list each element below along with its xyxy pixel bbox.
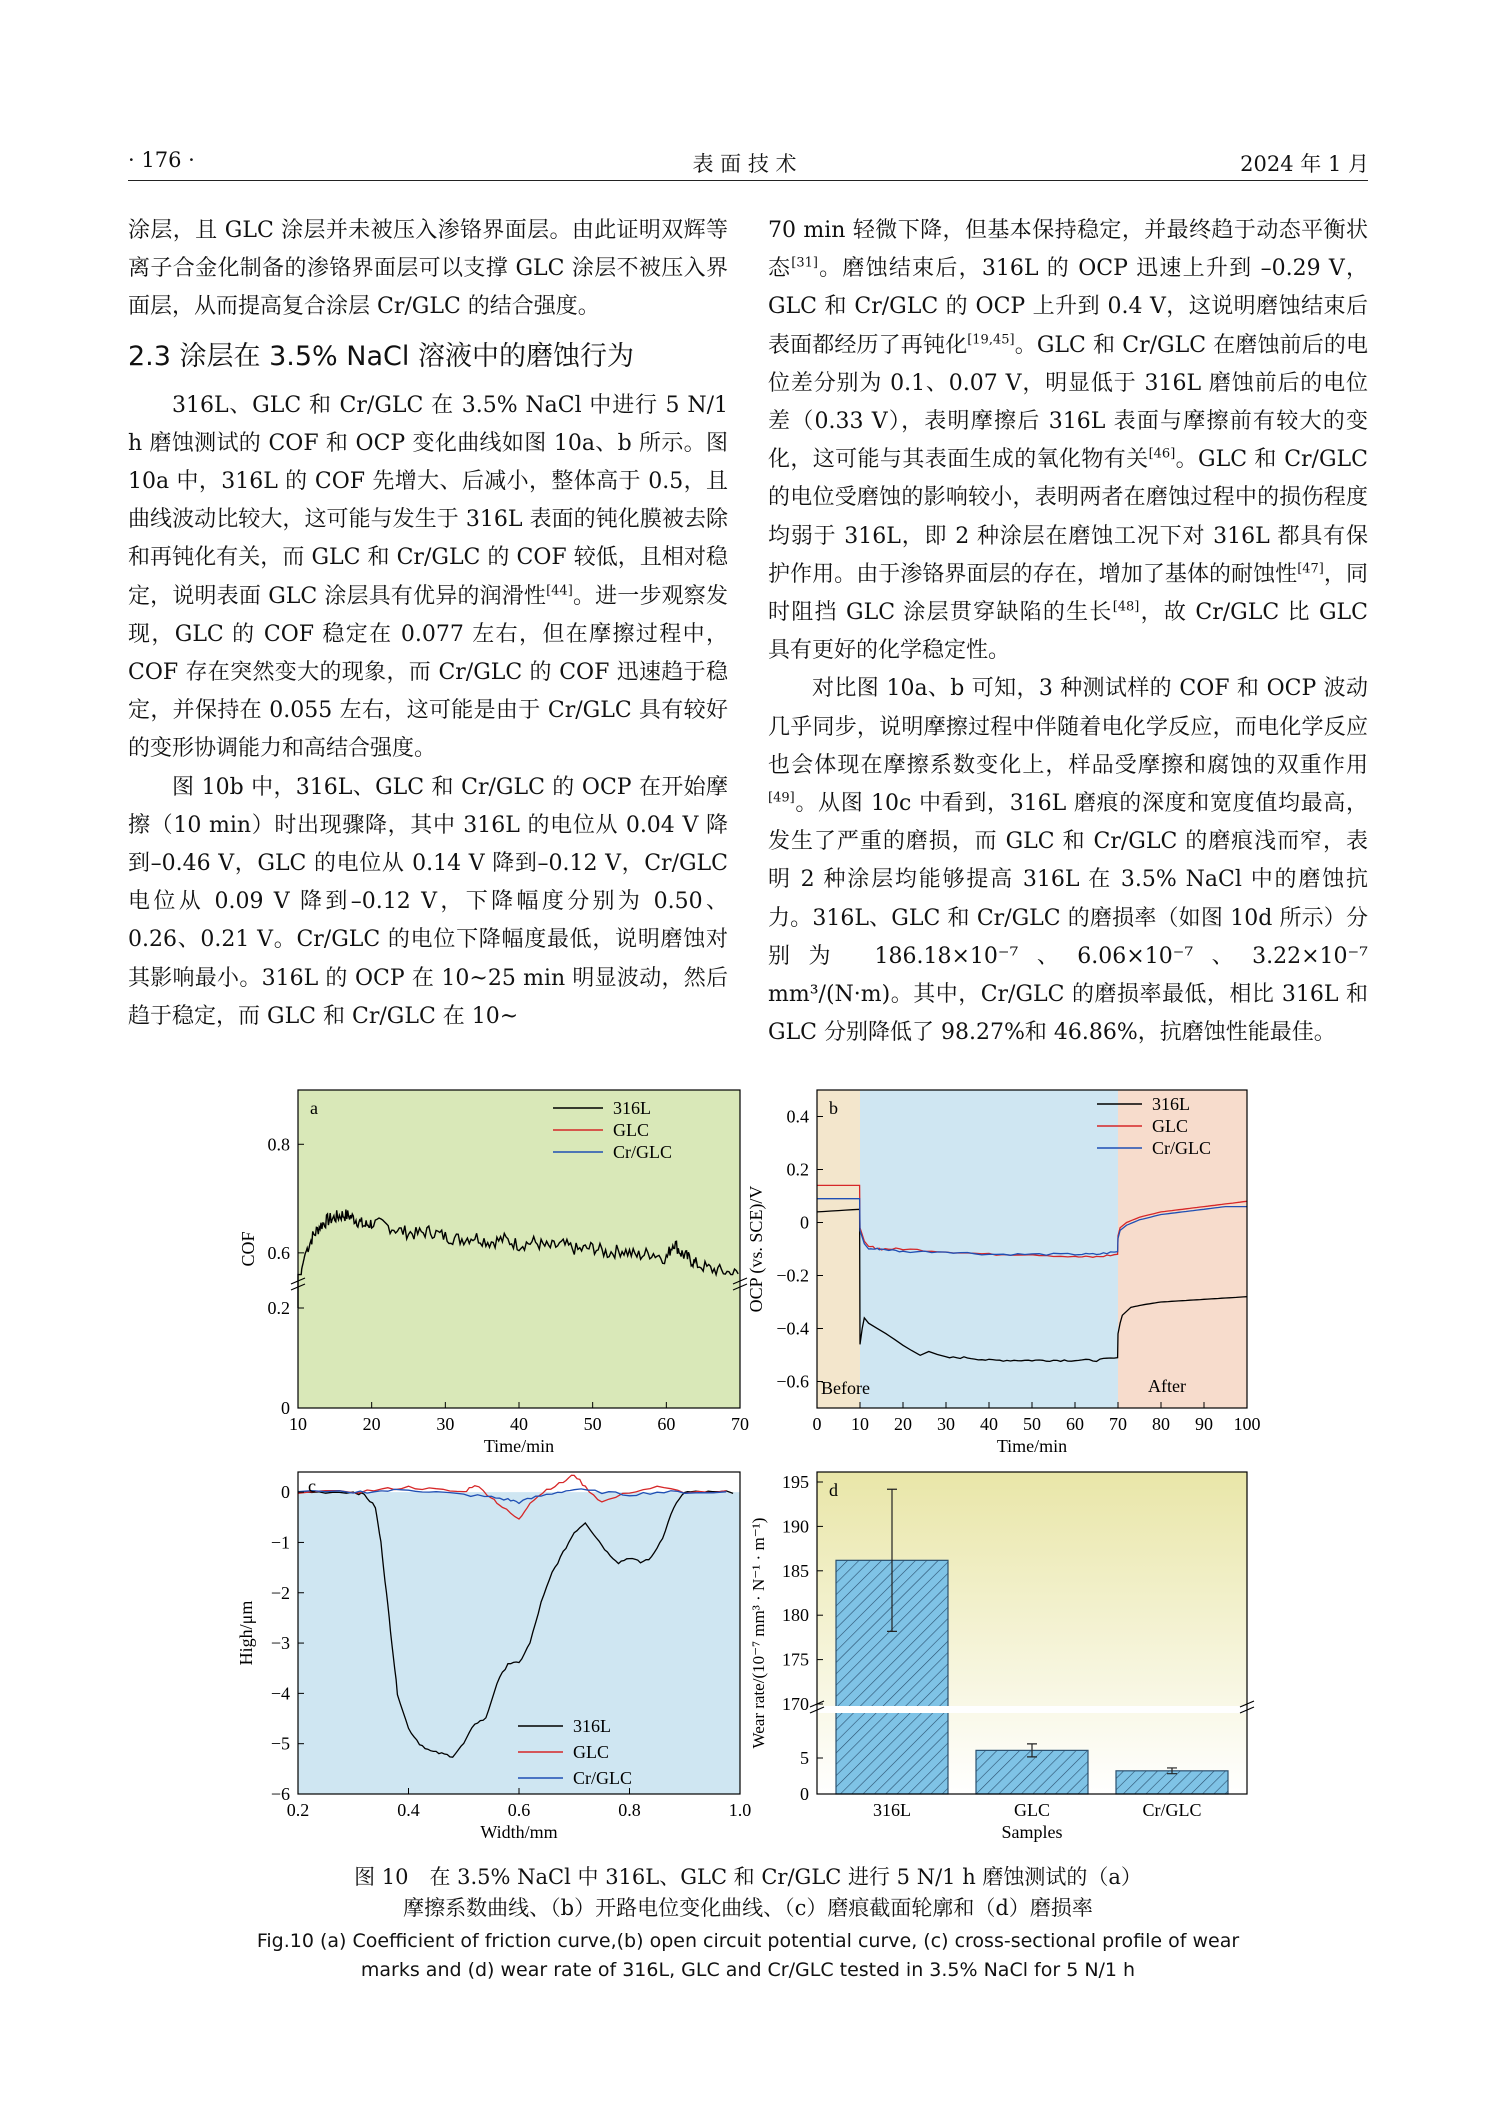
- right-column: [768, 212, 1368, 1052]
- legend-label: 316L: [573, 1716, 611, 1736]
- citation-ref: [31]: [791, 255, 818, 271]
- x-tick-label: 40: [980, 1414, 998, 1434]
- x-tick-label: 0.2: [286, 1800, 310, 1820]
- x-tick-label: 80: [1152, 1414, 1170, 1434]
- paragraph-text: 。GLC 和 Cr/GLC 在磨蚀前后的电位差分别为 0.1、0.07 V，明显低于 316L 磨蚀前后的电位差（0.33 V），表明摩擦后 316L 表面与摩擦前有较大的变化，这可能与其表面生成的氧化物有关: [768, 332, 1368, 473]
- paragraph-text: 图 10b 中，316L、GLC 和 Cr/GLC 的 OCP 在开始摩擦（10 min）时出现骤降，其中 316L 的电位从 0.04 V 降到–0.46 V，GLC 的电位从 0.14 V 降到–0.12 V，Cr/GLC 电位从 0.09 V 降到–0.12 V，下降幅度分别为 0.50、0.26、0.21 V。Cr/GLC 的电位下降幅度最低，说明磨蚀对其影响最小。316L 的 OCP 在 10~25 min 明显波动，然后趋于稳定，而 GLC 和 Cr/GLC 在 10~: [128, 774, 728, 1029]
- paragraph-text: 对比图 10a、b 可知，3 种测试样的 COF 和 OCP 波动几乎同步，说明摩擦过程中伴随着电化学反应，而电化学反应也会体现在摩擦系数变化上，样品受摩擦和腐蚀的双重作用: [768, 676, 1368, 778]
- y-tick-label: 5: [800, 1748, 809, 1768]
- x-tick-label: 20: [362, 1414, 381, 1434]
- annotation-before: Before: [821, 1378, 870, 1398]
- y-tick-label: −3: [270, 1633, 290, 1654]
- y-tick-label: −0.6: [776, 1371, 809, 1392]
- x-tick-label: 30: [937, 1414, 955, 1434]
- below-zero-fill: [298, 1492, 740, 1794]
- paragraph-text: 。从图 10c 中看到，316L 磨痕的深度和宽度值均最高，发生了严重的磨损，而 GLC 和 Cr/GLC 的磨痕浅而窄，表明 2 种涂层均能够提高 316L 在 3.5% NaCl 中的磨蚀抗力。316L、GLC 和 Cr/GLC 的磨损率（如图 10d 所示）分别为 186.18×10⁻⁷、6.06×10⁻⁷、3.22×10⁻⁷ mm³/(N·m)。其中，Cr/GLC 的磨损率最低，相比 316L 和 GLC 分别降低了 98.27%和 46.86%，抗磨蚀性能最佳。: [768, 791, 1368, 1046]
- paragraph-text: 。进一步观察发现，GLC 的 COF 稳定在 0.077 左右，但在摩擦过程中，COF 存在突然变大的现象，而 Cr/GLC 的 COF 迅速趋于稳定，并保持在 0.055 左右，这可能是由于 Cr/GLC 具有较好的变形协调能力和高结合强度。: [128, 583, 728, 762]
- x-tick-label: 40: [510, 1414, 528, 1434]
- region-before: [817, 1090, 860, 1408]
- x-tick-label: GLC: [1014, 1800, 1050, 1820]
- x-tick-label: 0.6: [507, 1800, 531, 1820]
- x-tick-label: 70: [1109, 1414, 1127, 1434]
- y-tick-label: 190: [782, 1516, 809, 1537]
- paragraph-text: ，同时阻挡 GLC 涂层贯穿缺陷的生长: [768, 561, 1368, 626]
- x-axis-label: Time/min: [996, 1436, 1068, 1456]
- y-tick-label: 0: [800, 1784, 809, 1804]
- x-tick-label: 0.4: [397, 1800, 420, 1820]
- legend-label: Cr/GLC: [613, 1142, 673, 1162]
- caption-en-1: Fig.10 (a) Coefficient of friction curve,(b) open circuit potential curve, (c) cross-sectional profile of wear: [256, 1930, 1240, 1952]
- legend-label: GLC: [1152, 1116, 1188, 1136]
- panel-letter: c: [308, 1476, 316, 1496]
- x-tick-label: 90: [1195, 1414, 1213, 1434]
- paragraph: [768, 212, 1368, 670]
- legend-label: Cr/GLC: [573, 1768, 633, 1788]
- y-tick-label: 185: [782, 1560, 809, 1581]
- x-tick-label: 10: [851, 1414, 869, 1434]
- x-tick-label: Cr/GLC: [1142, 1800, 1202, 1820]
- chart-d-wear-rate: [742, 1462, 1262, 1852]
- x-tick-label: 50: [1023, 1414, 1041, 1434]
- x-tick-label: 100: [1233, 1414, 1261, 1434]
- panel-letter: d: [829, 1480, 838, 1500]
- chart-b-ocp: [742, 1080, 1262, 1455]
- axis-break-band: [817, 1706, 1247, 1713]
- panel-letter: a: [310, 1098, 318, 1118]
- y-tick-label: 195: [782, 1472, 809, 1492]
- x-tick-label: 50: [583, 1414, 602, 1434]
- paragraph-text: 。磨蚀结束后，316L 的 OCP 迅速上升到 –0.29 V，GLC 和 Cr/GLC 的 OCP 上升到 0.4 V，这说明磨蚀结束后表面都经历了再钝化: [768, 256, 1368, 358]
- paragraph: [128, 769, 728, 1036]
- caption-cn-2: 摩擦系数曲线、（b）开路电位变化曲线、（c）磨痕截面轮廓和（d）磨损率: [403, 1896, 1093, 1920]
- paragraph: [768, 670, 1368, 1052]
- citation-ref: [19,45]: [967, 332, 1015, 348]
- y-tick-label: −6: [270, 1784, 290, 1804]
- caption-cn-1: 图 10 在 3.5% NaCl 中 316L、GLC 和 Cr/GLC 进行 5 N/1 h 磨蚀测试的（a）: [354, 1865, 1142, 1889]
- y-tick-label: 180: [782, 1605, 809, 1626]
- x-tick-label: 1.0: [728, 1800, 752, 1820]
- x-tick-label: 10: [289, 1414, 307, 1434]
- legend-label: Cr/GLC: [1152, 1138, 1212, 1158]
- citation-ref: [44]: [546, 583, 573, 599]
- caption-en-2: marks and (d) wear rate of 316L, GLC and Cr/GLC tested in 3.5% NaCl for 5 N/1 h: [360, 1959, 1136, 1981]
- y-tick-label: 0: [800, 1212, 809, 1233]
- y-tick-label: 0.6: [267, 1242, 290, 1263]
- x-tick-label: 0: [812, 1414, 822, 1434]
- x-tick-label: 0.8: [618, 1800, 641, 1820]
- y-tick-label: −2: [270, 1582, 290, 1603]
- y-tick-label: 0.2: [786, 1159, 809, 1180]
- y-tick-label: 0: [281, 1398, 290, 1418]
- paragraph-text: 316L、GLC 和 Cr/GLC 在 3.5% NaCl 中进行 5 N/1 h 磨蚀测试的 COF 和 OCP 变化曲线如图 10a、b 所示。图 10a 中，316L 的 COF 先增大、后减小，整体高于 0.5，且曲线波动比较大，这可能与发生于 316L 表面的钝化膜被去除和再钝化有关，而 GLC 和 Cr/GLC 的 COF 较低，且相对稳定，说明表面 GLC 涂层具有优异的润滑性: [128, 392, 728, 609]
- chart-a-cof: [228, 1080, 748, 1455]
- x-tick-label: 316L: [873, 1800, 911, 1820]
- y-tick-label: 0.4: [786, 1106, 809, 1127]
- x-axis-label: Samples: [1001, 1822, 1063, 1842]
- paragraph-text: ，故 Cr/GLC 比 GLC 具有更好的化学稳定性。: [768, 600, 1368, 664]
- y-tick-label: 0.8: [267, 1134, 290, 1155]
- x-tick-label: 70: [731, 1414, 749, 1434]
- issue-date: 2024 年 1 月: [1240, 152, 1369, 176]
- x-axis-label: Width/mm: [480, 1822, 558, 1842]
- y-axis-label: Wear rate/(10⁻⁷ mm³ · N⁻¹ · m⁻¹): [749, 1517, 768, 1749]
- y-tick-label: −0.4: [776, 1318, 809, 1339]
- paragraph: [128, 212, 728, 327]
- y-tick-label: 0.2: [267, 1298, 290, 1318]
- y-tick-label: −4: [270, 1683, 290, 1704]
- chart-c-profile: [228, 1462, 752, 1852]
- citation-ref: [48]: [1112, 599, 1140, 615]
- y-axis-label: High/μm: [236, 1600, 256, 1666]
- panel-letter: b: [829, 1098, 838, 1118]
- y-tick-label: −5: [270, 1733, 290, 1754]
- y-axis-label: OCP (vs. SCE)/V: [746, 1185, 766, 1313]
- x-tick-label: 60: [657, 1414, 676, 1434]
- legend-label: 316L: [613, 1098, 651, 1118]
- left-column: [128, 212, 728, 1036]
- legend-label: GLC: [613, 1120, 649, 1140]
- y-tick-label: −0.2: [776, 1265, 809, 1286]
- page-number: · 176 ·: [128, 148, 195, 172]
- x-tick-label: 60: [1066, 1414, 1084, 1434]
- citation-ref: [46]: [1148, 446, 1176, 462]
- paragraph: [128, 387, 728, 769]
- legend-label: 316L: [1152, 1094, 1190, 1114]
- legend-label: GLC: [573, 1742, 609, 1762]
- y-tick-label: 0: [281, 1482, 290, 1503]
- y-tick-label: 170: [782, 1694, 809, 1714]
- x-tick-label: 20: [894, 1414, 912, 1434]
- section-heading: 2.3 涂层在 3.5% NaCl 溶液中的磨蚀行为: [128, 340, 634, 372]
- y-tick-label: 175: [782, 1649, 809, 1670]
- paragraph-text: 70 min 轻微下降，但基本保持稳定，并最终趋于动态平衡状态: [768, 218, 1368, 282]
- paragraph-text: 。GLC 和 Cr/GLC 的电位受磨蚀的影响较小，表明两者在磨蚀过程中的损伤程度均弱于 316L，即 2 种涂层在磨蚀工况下对 316L 都具有保护作用。由于渗铬界面层的存在，增加了基体的耐蚀性: [768, 447, 1368, 587]
- journal-name: 表 面 技 术: [692, 152, 797, 176]
- annotation-after: After: [1148, 1376, 1186, 1396]
- y-axis-label: COF: [238, 1231, 258, 1267]
- x-tick-label: 30: [436, 1414, 455, 1434]
- paragraph-text: 涂层，且 GLC 涂层并未被压入渗铬界面层。由此证明双辉等离子合金化制备的渗铬界面层可以支撑 GLC 涂层不被压入界面层，从而提高复合涂层 Cr/GLC 的结合强度。: [128, 218, 728, 320]
- x-axis-label: Time/min: [483, 1436, 555, 1456]
- citation-ref: [47]: [1297, 561, 1324, 577]
- citation-ref: [49]: [768, 790, 795, 806]
- y-tick-label: −1: [270, 1532, 290, 1553]
- header-rule: [128, 180, 1368, 181]
